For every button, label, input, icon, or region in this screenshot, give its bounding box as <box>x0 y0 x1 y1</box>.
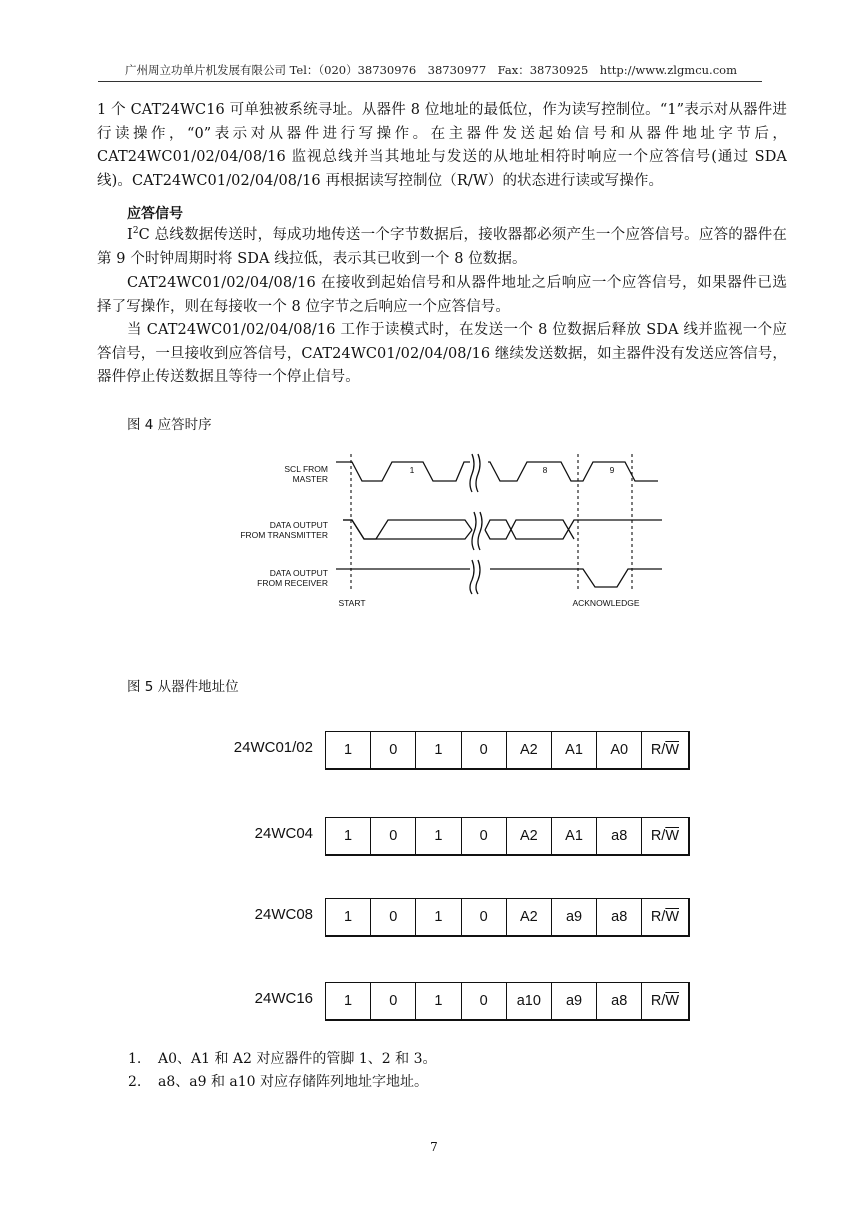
rx-label-2: FROM RECEIVER <box>257 578 328 588</box>
bit-cell: 0 <box>371 983 416 1019</box>
bit-cell: 1 <box>326 818 371 854</box>
tx-waveform-low <box>343 520 472 539</box>
i2c-body: C 总线数据传送时，每成功地传送一个字节数据后，接收器都必须产生一个应答信号。应答的器件在第 9 个时钟周期时将 SDA 线拉低，表示其已收到一个 8 位数据。 <box>97 227 787 267</box>
paragraph-read-mode: 当 CAT24WC01/02/04/08/16 工作于读模式时，在发送一个 8 位数据后释放 SDA 线并监视一个应答信号，一旦接收到应答信号，CAT24WC01/02/04/08/16 继续发送数据，如主器件没有发送应答信号，器件停止传送数据且等待一个停止信号。 <box>97 322 787 385</box>
note-number: 1. <box>128 1051 142 1067</box>
address-bit-cells <box>325 898 690 937</box>
tx-label-1: DATA OUTPUT <box>269 520 328 530</box>
address-bit-cells <box>325 731 690 770</box>
pulse-label-9: 9 <box>609 465 615 475</box>
pulse-label-1: 1 <box>409 465 415 475</box>
note-item <box>128 1048 436 1070</box>
page-header: 广州周立功单片机发展有限公司 Tel：（020）38730976 38730977 Fax：38730925 http://www.zlgmcu.com <box>125 63 737 77</box>
rw-bit-cell: R/ $\overline{W}$ <box>650 828 679 844</box>
bit-cell: a8 <box>597 818 642 854</box>
rx-waveform <box>336 569 662 587</box>
note-text: A0、A1 和 A2 对应器件的管脚 1、2 和 3。 <box>158 1051 437 1067</box>
address-bit-cells <box>325 982 690 1021</box>
address-row-24wc16 <box>0 982 868 1022</box>
break-mark-rx <box>470 560 480 594</box>
i2c-prefix: I <box>127 227 133 243</box>
bit-cell: 1 <box>326 983 371 1019</box>
bit-cell: a10 <box>507 983 552 1019</box>
device-label: 24WC04 <box>254 825 313 842</box>
bit-cell: 1 <box>326 899 371 935</box>
address-bit-cells <box>325 817 690 856</box>
bit-cell: A2 <box>507 732 552 768</box>
paragraph-write-ack: CAT24WC01/02/04/08/16 在接收到起始信号和从器件地址之后响应一个应答信号，如果器件已选择了写操作，则在每接收一个 8 位字节之后响应一个应答信号。 <box>97 275 787 315</box>
bit-cell: 0 <box>462 732 507 768</box>
ack-label: ACKNOWLEDGE <box>572 598 640 608</box>
section-heading-ack: 应答信号 <box>127 206 183 222</box>
bit-cell: a8 <box>597 899 642 935</box>
device-label: 24WC08 <box>254 906 313 923</box>
pulse-label-8: 8 <box>542 465 548 475</box>
device-label: 24WC16 <box>254 990 313 1007</box>
bit-cell: 1 <box>416 732 461 768</box>
header-divider <box>98 81 762 82</box>
ack-timing-diagram <box>0 440 868 620</box>
scl-label-2: MASTER <box>292 474 328 484</box>
bit-cell: 0 <box>462 818 507 854</box>
rw-bit-cell: R/ $\overline{W}$ <box>650 909 679 925</box>
note-text: a8、a9 和 a10 对应存储阵列地址字地址。 <box>158 1074 429 1090</box>
paragraph-addressing: 1 个 CAT24WC16 可单独被系统寻址。从器件 8 位地址的最低位，作为读写控制位。“1”表示对从器件进行读操作，“0”表示对从器件进行写操作。在主器件发送起始信号和从器件地址字节后，CAT24WC01/02/04/08/16 监视总线并当其地址与发送的从地址相符时响应一个应答信号(通过 SDA 线)。CAT24WC01/02/04/08/16 再根据读写控制位（R/W）的状态进行读或写操作。 <box>97 102 787 189</box>
note-number: 2. <box>128 1074 142 1090</box>
bit-cell: a9 <box>552 899 597 935</box>
rx-label-1: DATA OUTPUT <box>269 568 328 578</box>
bit-cell: 1 <box>416 899 461 935</box>
bit-cell: a9 <box>552 983 597 1019</box>
tx-label-2: FROM TRANSMITTER <box>240 530 328 540</box>
address-row-24wc01-02 <box>0 731 868 771</box>
bit-cell: 0 <box>371 732 416 768</box>
rw-bit-cell: R/ $\overline{W}$ <box>650 993 679 1009</box>
scl-waveform <box>336 462 470 481</box>
figure4-caption: 图 4 应答时序 <box>127 417 212 433</box>
bit-cell: 1 <box>416 983 461 1019</box>
i2c-superscript: 2 <box>132 226 139 236</box>
bit-cell: A1 <box>552 818 597 854</box>
paragraph-i2c-ack <box>97 224 787 271</box>
tx-waveform-low-2 <box>485 520 574 539</box>
bit-cell: A1 <box>552 732 597 768</box>
bit-cell: 0 <box>462 899 507 935</box>
bit-cell: 1 <box>416 818 461 854</box>
bit-cell: 0 <box>371 818 416 854</box>
scl-label-1: SCL FROM <box>284 464 328 474</box>
figure5-caption: 图 5 从器件地址位 <box>127 679 239 695</box>
bit-cell: A0 <box>597 732 642 768</box>
note-item <box>128 1071 428 1093</box>
address-row-24wc04 <box>0 817 868 857</box>
bit-cell: A2 <box>507 818 552 854</box>
device-label: 24WC01/02 <box>233 739 313 756</box>
bit-cell: A2 <box>507 899 552 935</box>
break-mark-scl <box>470 454 480 492</box>
bit-cell: 0 <box>462 983 507 1019</box>
bit-cell: a8 <box>597 983 642 1019</box>
rw-bit-cell: R/ $\overline{W}$ <box>650 742 679 758</box>
bit-cell: 0 <box>371 899 416 935</box>
break-mark-tx <box>472 512 482 550</box>
page-number: 7 <box>430 1140 438 1154</box>
start-label: START <box>338 598 366 608</box>
address-row-24wc08 <box>0 898 868 938</box>
bit-cell: 1 <box>326 732 371 768</box>
